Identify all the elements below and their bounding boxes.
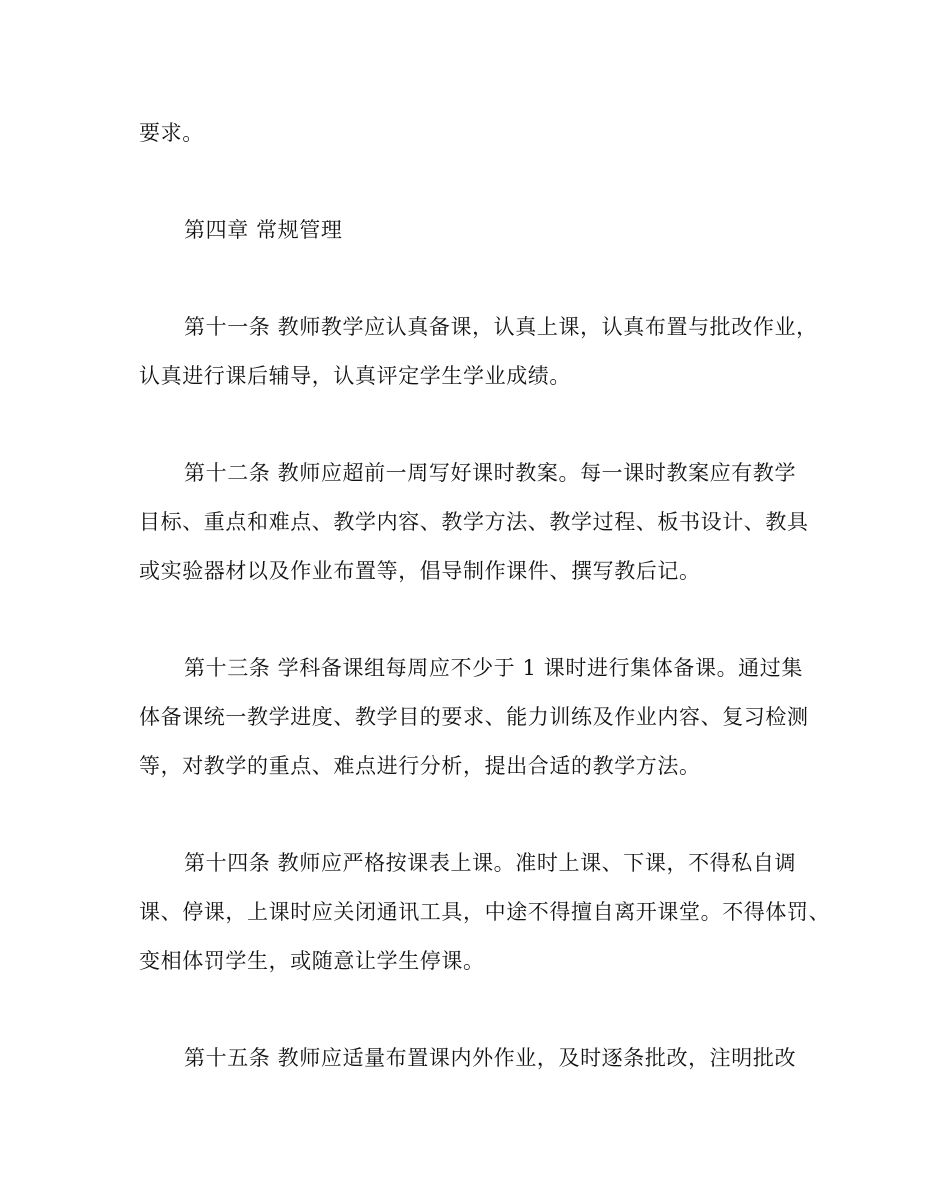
- article-13-line-2: 体备课统一教学进度、教学目的要求、能力训练及作业内容、复习检测: [139, 705, 809, 729]
- paragraph-line: 要求。: [139, 121, 204, 145]
- article-14-line-2: 课、停课，上课时应关闭通讯工具，中途不得擅自离开课堂。不得体罚、: [139, 900, 831, 924]
- article-12-line-2: 目标、重点和难点、教学内容、教学方法、教学过程、板书设计、教具: [139, 510, 809, 534]
- article-14-line-1: 第十四条 教师应严格按课表上课。准时上课、下课，不得私自调: [184, 851, 797, 875]
- article-11-line-1: 第十一条 教师教学应认真备课，认真上课，认真布置与批改作业，: [184, 315, 818, 339]
- article-15-line-1: 第十五条 教师应适量布置课内外作业，及时逐条批改，注明批改: [184, 1046, 797, 1070]
- article-12-line-1: 第十二条 教师应超前一周写好课时教案。每一课时教案应有教学: [184, 461, 797, 485]
- article-13-line-1: 第十三条 学科备课组每周应不少于 1 课时进行集体备课。通过集: [184, 656, 803, 680]
- article-14-line-3: 变相体罚学生，或随意让学生停课。: [139, 949, 485, 973]
- article-13-line-3: 等，对教学的重点、难点进行分析，提出合适的教学方法。: [139, 754, 701, 778]
- article-12-line-3: 或实验器材以及作业布置等，倡导制作课件、撰写教后记。: [139, 559, 701, 583]
- article-11-line-2: 认真进行课后辅导，认真评定学生学业成绩。: [139, 364, 571, 388]
- chapter-heading: 第四章 常规管理: [184, 218, 343, 242]
